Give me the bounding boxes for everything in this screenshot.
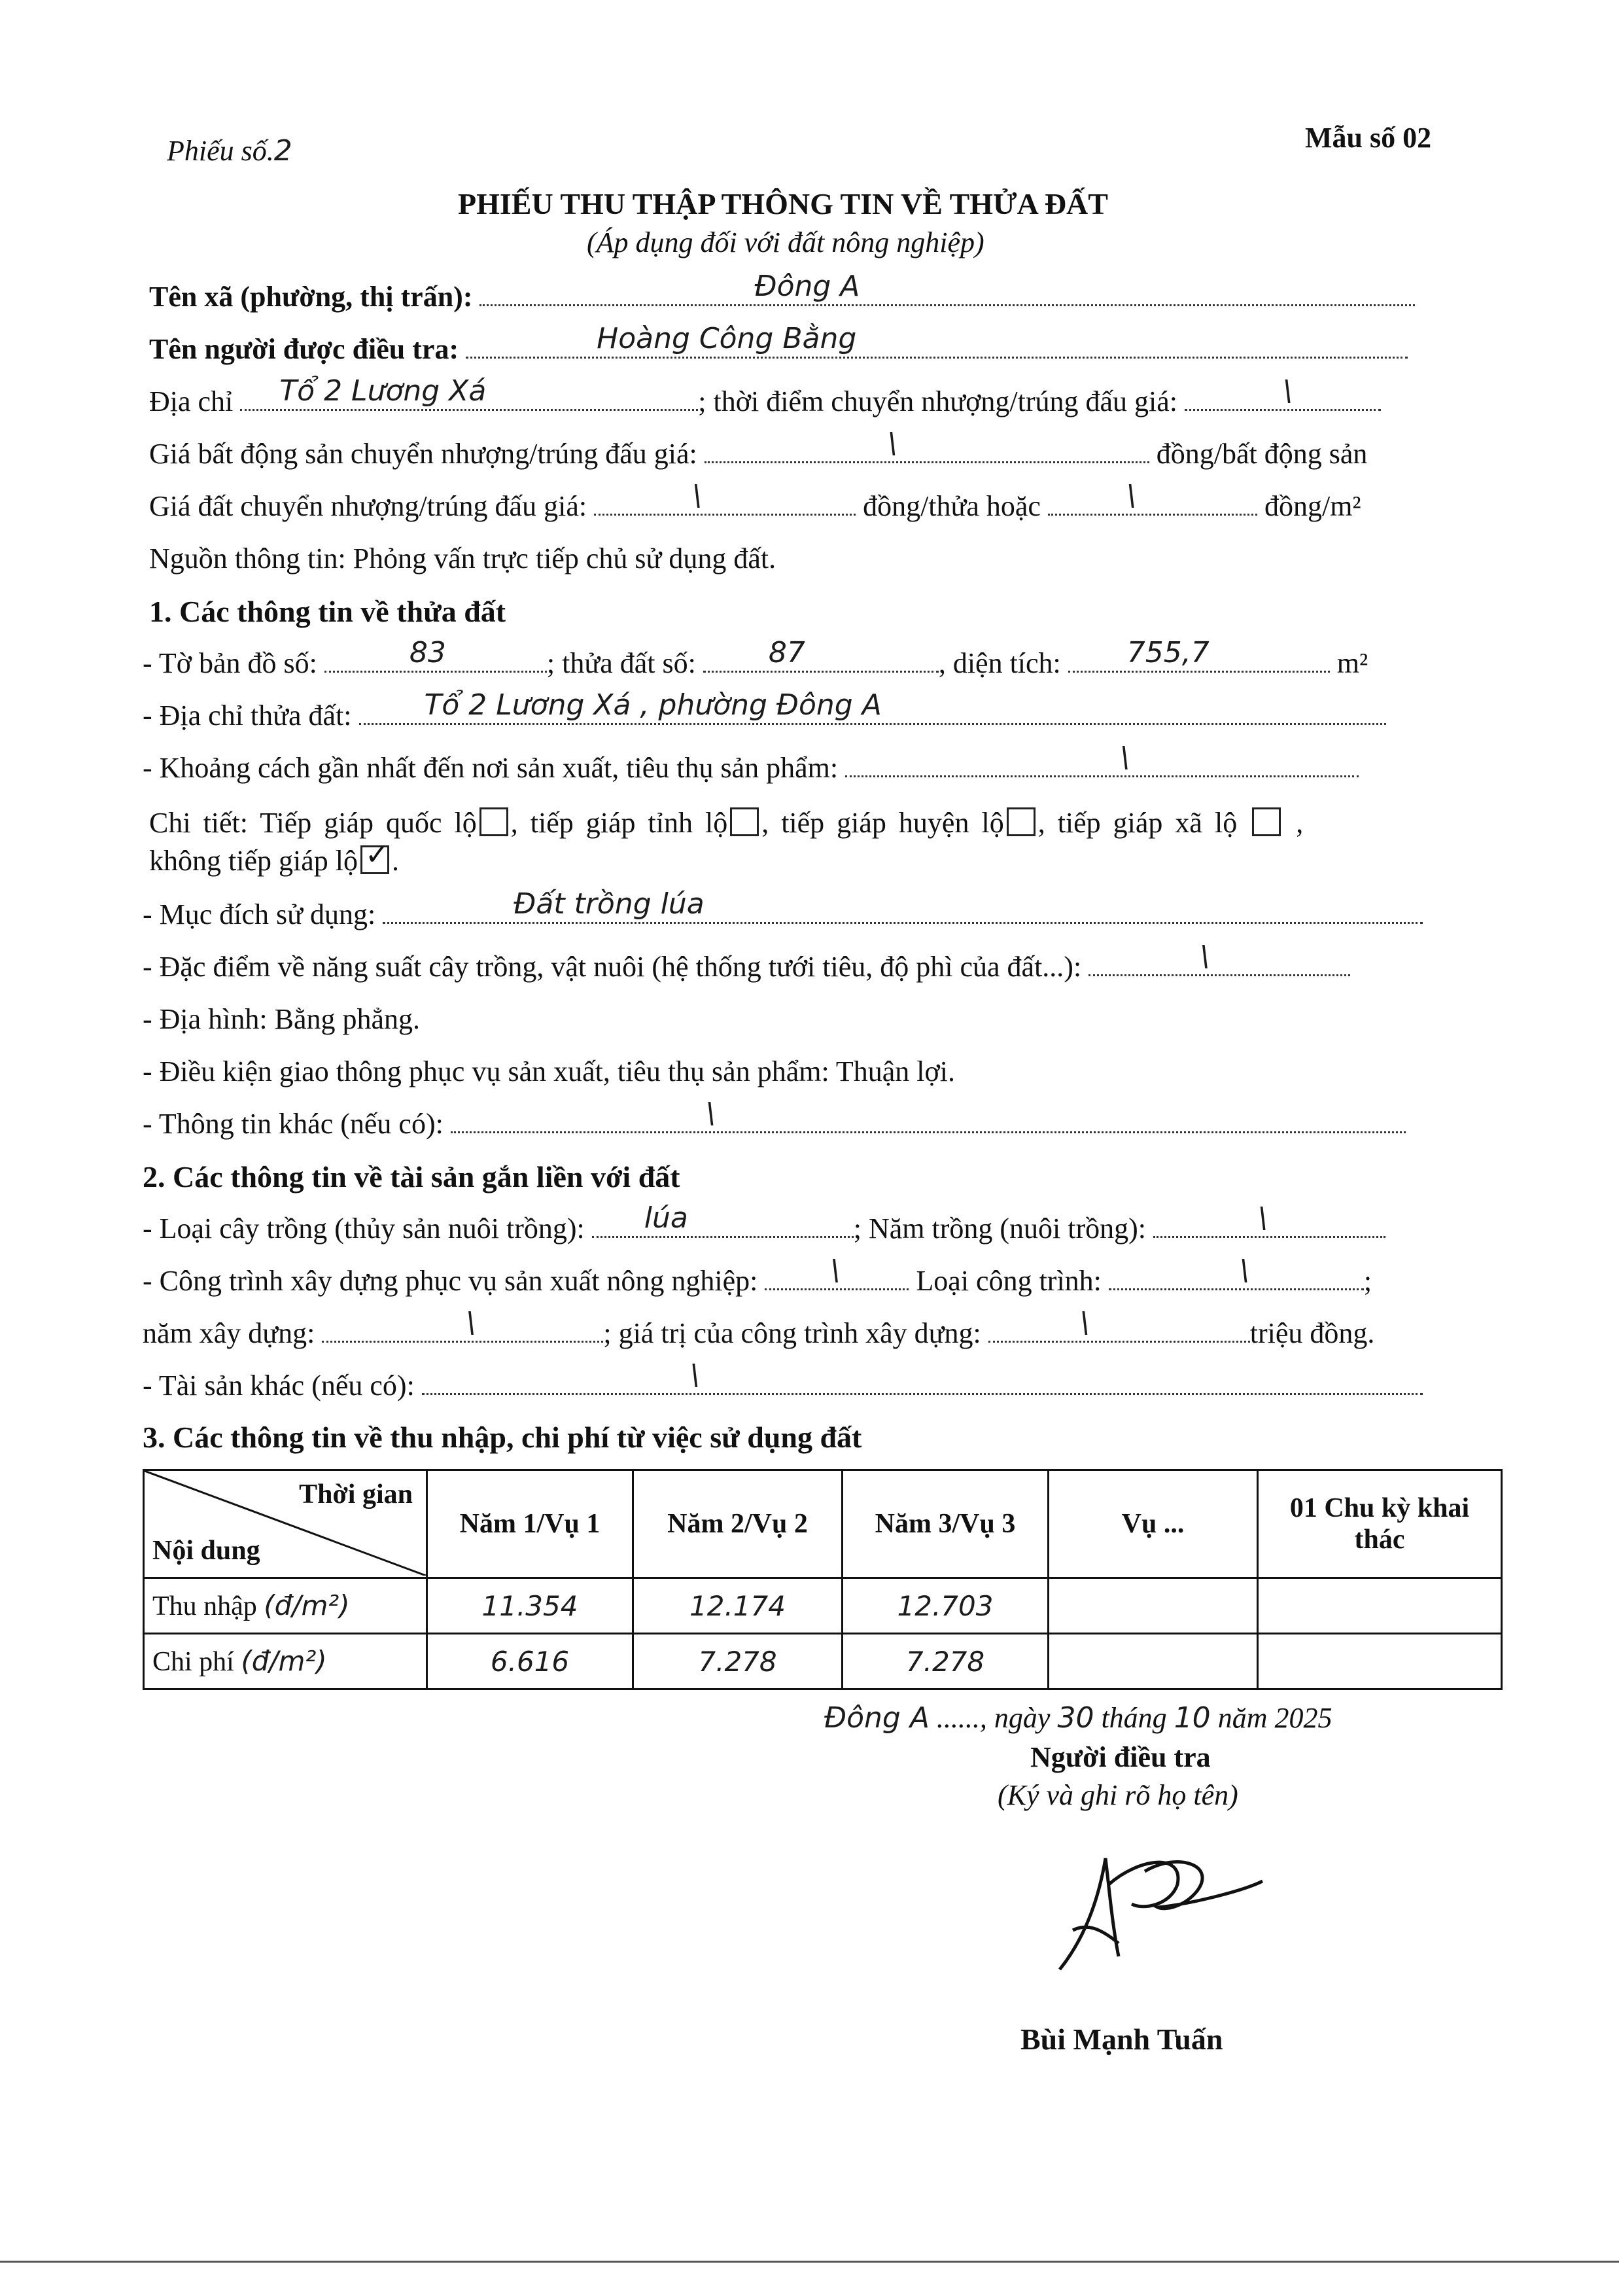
crop-label: - Loại cây trồng (thủy sản nuôi trồng): bbox=[143, 1212, 585, 1245]
re-price-field bbox=[705, 427, 1149, 463]
detail-district-road-label: , tiếp giáp huyện lộ bbox=[761, 807, 1004, 839]
distance-field bbox=[845, 741, 1359, 777]
table-header-row bbox=[144, 1470, 1502, 1578]
commune-field bbox=[479, 270, 1415, 306]
table-cell bbox=[1049, 1578, 1258, 1634]
detail-row-2: không tiếp giáp lộ ✓ . bbox=[149, 838, 399, 877]
construction-type-label: Loại công trình: bbox=[916, 1265, 1102, 1297]
person-field bbox=[466, 322, 1408, 359]
build-value-unit: triệu đồng. bbox=[1249, 1317, 1375, 1349]
date-month: 10 bbox=[1174, 1701, 1211, 1735]
address-row bbox=[149, 374, 1381, 418]
district-road-checkbox[interactable] bbox=[1007, 807, 1036, 836]
purpose-field bbox=[383, 887, 1423, 924]
purpose-row bbox=[143, 887, 1423, 931]
section2-title: 2. Các thông tin về tài sản gắn liền với đất bbox=[143, 1160, 680, 1193]
parcel-value: 87 bbox=[768, 636, 805, 669]
table-cell: 7.278 bbox=[843, 1634, 1049, 1689]
row-unit: (đ/m²) bbox=[241, 1645, 327, 1677]
parcel-address-value: Tổ 2 Lương Xá , phường Đông A bbox=[424, 688, 882, 722]
construction-label: - Công trình xây dựng phục vụ sản xuất nông nghiệp: bbox=[143, 1265, 758, 1297]
construction-value: \ bbox=[830, 1254, 841, 1287]
address-value: Tổ 2 Lương Xá bbox=[279, 374, 487, 408]
re-price-value: \ bbox=[887, 427, 897, 460]
build-value-field bbox=[988, 1306, 1250, 1343]
other-info-label: - Thông tin khác (nếu có): bbox=[143, 1108, 444, 1140]
productivity-row bbox=[143, 940, 1350, 983]
area-unit: m² bbox=[1336, 647, 1368, 679]
crop-value: lúa bbox=[644, 1201, 688, 1235]
commune-label: Tên xã (phường, thị trấn): bbox=[149, 281, 473, 313]
person-row bbox=[149, 322, 1408, 366]
row-unit: (đ/m²) bbox=[264, 1589, 350, 1621]
section3-title: 3. Các thông tin về thu nhập, chi phí từ việc sử dụng đất bbox=[143, 1421, 862, 1454]
date-year-label: năm 2025 bbox=[1217, 1702, 1332, 1734]
purpose-value: Đất trồng lúa bbox=[514, 887, 705, 921]
land-price-label: Giá đất chuyển nhượng/trúng đấu giá: bbox=[149, 490, 587, 522]
row-label: Thu nhập bbox=[152, 1591, 257, 1621]
column-header: 01 Chu kỳ khai thác bbox=[1258, 1470, 1502, 1578]
person-value: Hoàng Công Bằng bbox=[597, 322, 857, 355]
land-price-value: \ bbox=[692, 479, 702, 512]
transfer-time-value: \ bbox=[1283, 374, 1293, 408]
area-label: , diện tích: bbox=[938, 647, 1061, 679]
traffic-text: - Điều kiện giao thông phục vụ sản xuất, tiêu thụ sản phẩm: Thuận lợi. bbox=[143, 1055, 956, 1087]
detail-national-road-label: Chi tiết: Tiếp giáp quốc lộ bbox=[149, 807, 477, 839]
crop-field bbox=[592, 1201, 854, 1238]
other-assets-label: - Tài sản khác (nếu có): bbox=[143, 1369, 415, 1402]
table-corner-cell bbox=[144, 1470, 427, 1578]
table-cell bbox=[1258, 1578, 1502, 1634]
signer-name: Bùi Mạnh Tuấn bbox=[1020, 2022, 1223, 2056]
column-header: Năm 1/Vụ 1 bbox=[427, 1470, 633, 1578]
construction-field bbox=[765, 1254, 909, 1290]
table-cell: 6.616 bbox=[427, 1634, 633, 1689]
form-number-value: 2 bbox=[273, 134, 292, 168]
area-value: 755,7 bbox=[1126, 636, 1210, 669]
table-cell bbox=[1049, 1634, 1258, 1689]
table-cell: 7.278 bbox=[633, 1634, 843, 1689]
date-day: 30 bbox=[1057, 1701, 1094, 1735]
signer-instruction: (Ký và ghi rõ họ tên) bbox=[998, 1779, 1238, 1811]
purpose-label: - Mục đích sử dụng: bbox=[143, 898, 376, 930]
map-row bbox=[143, 636, 1368, 680]
other-info-value: \ bbox=[705, 1097, 716, 1130]
productivity-value: \ bbox=[1200, 940, 1210, 973]
map-label: - Tờ bản đồ số: bbox=[143, 647, 317, 679]
other-assets-field bbox=[422, 1358, 1423, 1395]
area-field bbox=[1068, 636, 1330, 673]
land-price-value2: \ bbox=[1126, 479, 1136, 512]
no-road-label: không tiếp giáp lộ bbox=[149, 845, 358, 877]
land-price-field2 bbox=[1048, 479, 1257, 516]
transfer-time-label: ; thời điểm chuyển nhượng/trúng đấu giá: bbox=[698, 385, 1177, 417]
build-value-label: ; giá trị của công trình xây dựng: bbox=[603, 1317, 981, 1349]
other-assets-row bbox=[143, 1358, 1423, 1402]
map-value: 83 bbox=[409, 636, 446, 669]
transfer-time-field bbox=[1185, 374, 1381, 411]
plant-year-field bbox=[1153, 1201, 1385, 1238]
other-assets-value: \ bbox=[689, 1358, 700, 1392]
land-price-row bbox=[149, 479, 1361, 523]
address-label: Địa chỉ bbox=[149, 385, 234, 417]
handwritten-signature bbox=[1047, 1845, 1269, 1976]
build-value-value: \ bbox=[1079, 1306, 1090, 1339]
construction-row: - Công trình xây dựng phục vụ sản xuất nông nghiệp: \ Loại công trình: \ ; bbox=[143, 1254, 1372, 1297]
productivity-label: - Đặc điểm về năng suất cây trồng, vật nuôi (hệ thống tưới tiêu, độ phì của đất...): bbox=[143, 951, 1082, 983]
build-year-row bbox=[143, 1306, 1375, 1350]
row-label-cell bbox=[144, 1634, 427, 1689]
parcel-address-field bbox=[359, 688, 1386, 725]
distance-label: - Khoảng cách gần nhất đến nơi sản xuất, tiêu thụ sản phẩm: bbox=[143, 752, 839, 784]
distance-row bbox=[143, 741, 1359, 785]
table-cell: 11.354 bbox=[427, 1578, 633, 1634]
build-year-value: \ bbox=[466, 1306, 476, 1339]
person-label: Tên người được điều tra: bbox=[149, 333, 459, 365]
date-prefix: ......, ngày bbox=[936, 1702, 1051, 1734]
detail-row-1: Chi tiết: Tiếp giáp quốc lộ , tiếp giáp tỉnh lộ , tiếp giáp huyện lộ , tiếp giáp xã lộ , bbox=[149, 807, 1304, 839]
document-subtitle: (Áp dụng đối với đất nông nghiệp) bbox=[587, 226, 984, 258]
table-cell: 12.174 bbox=[633, 1578, 843, 1634]
date-month-label: tháng bbox=[1101, 1702, 1167, 1734]
detail-provincial-road-label: , tiếp giáp tỉnh lộ bbox=[510, 807, 728, 839]
commune-row bbox=[149, 270, 1415, 313]
construction-type-value: \ bbox=[1239, 1254, 1249, 1287]
commune-value: Đông A bbox=[754, 270, 860, 303]
section1-title: 1. Các thông tin về thửa đất bbox=[149, 595, 506, 628]
plant-year-value: \ bbox=[1258, 1201, 1268, 1235]
land-price-field bbox=[594, 479, 856, 516]
parcel-address-label: - Địa chỉ thửa đất: bbox=[143, 699, 352, 732]
productivity-field bbox=[1088, 940, 1350, 976]
national-road-checkbox[interactable] bbox=[479, 807, 508, 836]
plant-year-label: ; Năm trồng (nuôi trồng): bbox=[853, 1212, 1146, 1245]
page-border-line bbox=[0, 2261, 1619, 2263]
template-number: Mẫu số 02 bbox=[1305, 122, 1432, 154]
column-header: Vụ ... bbox=[1049, 1470, 1258, 1578]
map-field bbox=[324, 636, 547, 673]
commune-road-checkbox[interactable] bbox=[1252, 807, 1281, 836]
table-cell: 12.703 bbox=[843, 1578, 1049, 1634]
other-info-field bbox=[451, 1097, 1406, 1133]
terrain-text: - Địa hình: Bằng phẳng. bbox=[143, 1003, 421, 1035]
address-field bbox=[240, 374, 698, 411]
form-number-label bbox=[167, 134, 292, 168]
corner-top-label: Thời gian bbox=[299, 1479, 413, 1510]
re-price-unit: đồng/bất động sản bbox=[1156, 438, 1368, 470]
date-place: Đông A bbox=[824, 1701, 930, 1735]
re-price-row bbox=[149, 427, 1368, 470]
build-year-label: năm xây dựng: bbox=[143, 1317, 315, 1349]
column-header: Năm 3/Vụ 3 bbox=[843, 1470, 1049, 1578]
row-label: Chi phí bbox=[152, 1647, 234, 1677]
parcel-field bbox=[703, 636, 939, 673]
form-number-prefix: Phiếu số. bbox=[167, 135, 274, 167]
check-icon: ✓ bbox=[364, 838, 389, 872]
land-price-unit2: đồng/m² bbox=[1264, 490, 1361, 522]
table-row bbox=[144, 1634, 1502, 1689]
distance-value: \ bbox=[1120, 741, 1130, 774]
provincial-road-checkbox[interactable] bbox=[730, 807, 759, 836]
re-price-label: Giá bất động sản chuyển nhượng/trúng đấu giá: bbox=[149, 438, 697, 470]
corner-bottom-label: Nội dung bbox=[152, 1536, 260, 1566]
date-line bbox=[824, 1701, 1332, 1735]
column-header: Năm 2/Vụ 2 bbox=[633, 1470, 843, 1578]
detail-commune-road-label: , tiếp giáp xã lộ bbox=[1037, 807, 1238, 839]
income-cost-table bbox=[143, 1469, 1503, 1690]
table-cell bbox=[1258, 1634, 1502, 1689]
construction-type-field bbox=[1109, 1254, 1364, 1290]
crop-row bbox=[143, 1201, 1385, 1245]
signer-role: Người điều tra bbox=[1030, 1741, 1211, 1773]
parcel-address-row bbox=[143, 688, 1386, 732]
row-label-cell bbox=[144, 1578, 427, 1634]
table-row bbox=[144, 1578, 1502, 1634]
other-info-row bbox=[143, 1097, 1406, 1140]
land-price-unit1: đồng/thửa hoặc bbox=[863, 490, 1041, 522]
no-road-checkbox[interactable] bbox=[360, 838, 389, 874]
build-year-field bbox=[322, 1306, 603, 1343]
parcel-label: ; thửa đất số: bbox=[546, 647, 696, 679]
info-source: Nguồn thông tin: Phỏng vấn trực tiếp chủ sử dụng đất. bbox=[149, 542, 776, 574]
document-title: PHIẾU THU THẬP THÔNG TIN VỀ THỬA ĐẤT bbox=[458, 187, 1108, 221]
